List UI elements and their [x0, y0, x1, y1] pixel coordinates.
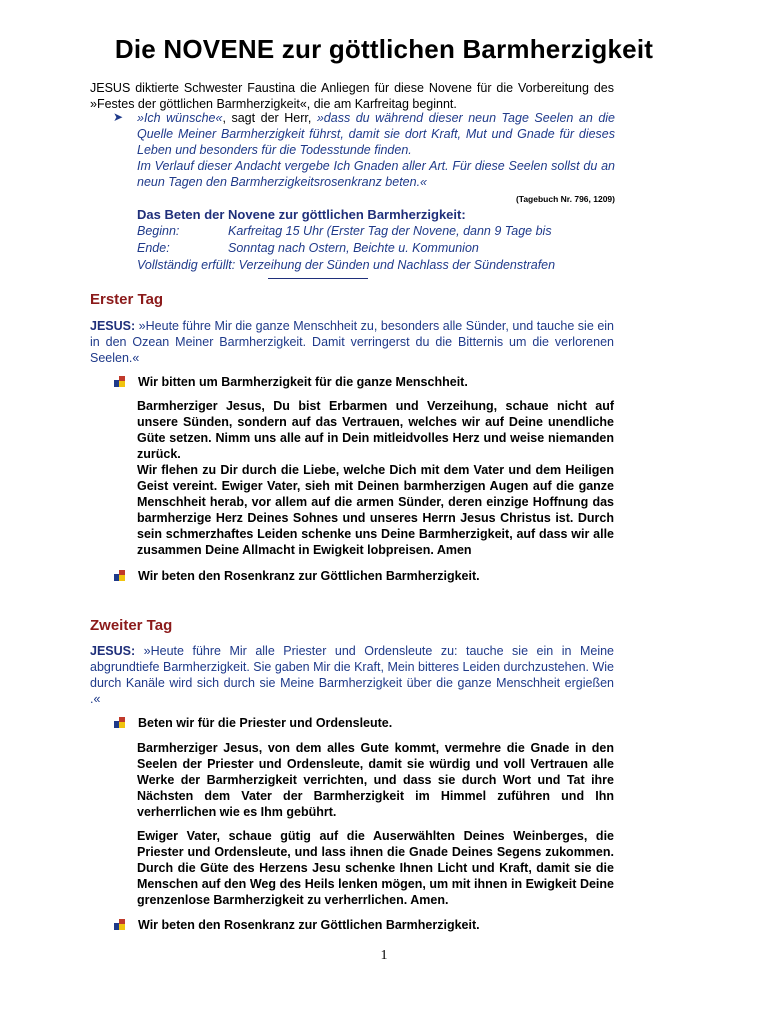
day1-intent: Wir bitten um Barmherzigkeit für die ganze Menschheit. — [138, 375, 468, 389]
novene-end-row — [137, 240, 617, 257]
day2-rosary: Wir beten den Rosenkranz zur Göttlichen Barmherzigkeit. — [138, 918, 480, 932]
hand-bullet-icon — [114, 376, 125, 387]
quote-block — [113, 110, 616, 204]
intro-paragraph: JESUS diktierte Schwester Faustina die Anliegen für diese Novene für die Vorbereitung des »Festes der göttlichen Barmherzigkeit«, die am Karfreitag beginnt. — [90, 81, 614, 111]
novene-begin-row — [137, 223, 617, 240]
day2-intent-item — [114, 715, 614, 731]
novene-heading: Das Beten der Novene zur göttlichen Barmherzigkeit: — [137, 207, 466, 222]
day1-rosary-item — [114, 568, 614, 584]
quote-part4: Im Verlauf dieser Andacht vergebe Ich Gnaden aller Art. Für diese Seelen sollst du an neun Tagen den Barmherzigkeitsrosenkranz beten.« — [137, 159, 615, 189]
hand-bullet-icon — [114, 919, 125, 930]
day2-prayer2: Ewiger Vater, schaue gütig auf die Auserwählten Deines Weinberges, die Priester und Ordensleute, und lass ihnen die Gnade Deines Segens zukommen. Durch die Güte des Herzens Jesu schenke Ihnen Licht und Kraft, damit sie die Menschen auf den Weg des Heils lenken mögen, um mit ihnen in Ewigkeit Deine grenzenlose Barmherzigkeit zu verherrlichen. Amen. — [137, 829, 614, 907]
novene-end-label: Ende: — [137, 241, 170, 255]
day2-jesus-text — [90, 643, 614, 707]
quote-text — [137, 110, 615, 190]
day2-prayer1: Barmherziger Jesus, von dem alles Gute kommt, vermehre die Gnade in den Seelen der Priester und Ordensleute, damit sie würdig und voll Vertrauen alle Werke der Barmherzigkeit verrichten, und dass sie durch Wort und Tat ihre Nächsten dem Vater der Barmherzigkeit im Himmel zuführen und Ihn verherrlichen wie es Ihm gebührt. — [137, 741, 614, 819]
day1-prayer2: Wir flehen zu Dir durch die Liebe, welche Dich mit dem Vater und dem Heiligen Geist vereint. Ewiger Vater, sieh mit Deinen barmherzigen Augen auf die ganze Menschheit herab, vor allem auf die armen Sünder, deren einzige Hoffnung das barmherzige Herz Deines Sohnes und unseres Herrn Jesus Christus ist. Durch sein schmerzhaftes Leiden schenke uns Deine Barmherzigkeit, auf dass wir alle zusammen Deine Allmacht in Ewigkeit lobpreisen. Amen — [137, 463, 614, 557]
page-title: Die NOVENE zur göttlichen Barmherzigkeit — [114, 34, 654, 64]
novene-end-value: Sonntag nach Ostern, Beichte u. Kommunion — [228, 241, 479, 255]
arrow-bullet-icon: ➤ — [113, 110, 124, 124]
separator-line — [268, 278, 368, 279]
day2-jesus-label: JESUS: — [90, 644, 136, 658]
day2-jesus-quote: »Heute führe Mir alle Priester und Ordensleute zu: tauche sie ein in Meine abgrundtiefe Barmherzigkeit. Sie gaben Mir die Kraft, Mein bitteres Leiden durchzustehen. Wie durch Kanäle wird sich durch sie Meine Barmherzigkeit über die ganze Menschheit ergießen .« — [90, 644, 614, 706]
page-number: 1 — [380, 948, 388, 963]
novene-info — [137, 206, 617, 274]
novene-begin-label: Beginn: — [137, 224, 180, 238]
day1-jesus-label: JESUS: — [90, 319, 136, 333]
day2-intent: Beten wir für die Priester und Ordensleute. — [138, 716, 393, 730]
day1-jesus-quote: »Heute führe Mir die ganze Menschheit zu, besonders alle Sünder, und tauche sie ein in den Ozean Meiner Barmherzigkeit. Damit verringerst du die Bitternis um die verlorenen Seelen.« — [90, 319, 614, 365]
quote-reference: (Tagebuch Nr. 796, 1209) — [515, 194, 615, 204]
quote-part1: »Ich wünsche« — [137, 111, 223, 125]
hand-bullet-icon — [114, 570, 125, 581]
day1-jesus-text — [90, 318, 614, 366]
day2-rosary-item — [114, 917, 614, 933]
day1-prayer1: Barmherziger Jesus, Du bist Erbarmen und Verzeihung, schaue nicht auf unsere Sünden, sondern auf das Vertrauen, welches wir auf Deine unendliche Güte setzen. Nimm uns alle auf in Dein mitleidvolles Herz und weise niemanden zurück. — [137, 399, 614, 461]
day1-title: Erster Tag — [90, 291, 164, 308]
novene-complete: Vollständig erfüllt: Verzeihung der Sünden und Nachlass der Sündenstrafen — [137, 258, 556, 272]
day1-intent-item — [114, 374, 614, 390]
day1-rosary: Wir beten den Rosenkranz zur Göttlichen Barmherzigkeit. — [138, 569, 480, 583]
hand-bullet-icon — [114, 717, 125, 728]
day2-title: Zweiter Tag — [90, 617, 173, 634]
novene-begin-value: Karfreitag 15 Uhr (Erster Tag der Novene, dann 9 Tage bis — [228, 224, 552, 238]
quote-part2: , sagt der Herr, — [222, 111, 317, 125]
quote-part3: »dass du während dieser neun Tage Seelen an die Quelle Meiner Barmherzigkeit führst, damit sie dort Kraft, Mut und Gnade für dieses Leben und besonders für die Todesstunde finden. — [137, 111, 616, 157]
